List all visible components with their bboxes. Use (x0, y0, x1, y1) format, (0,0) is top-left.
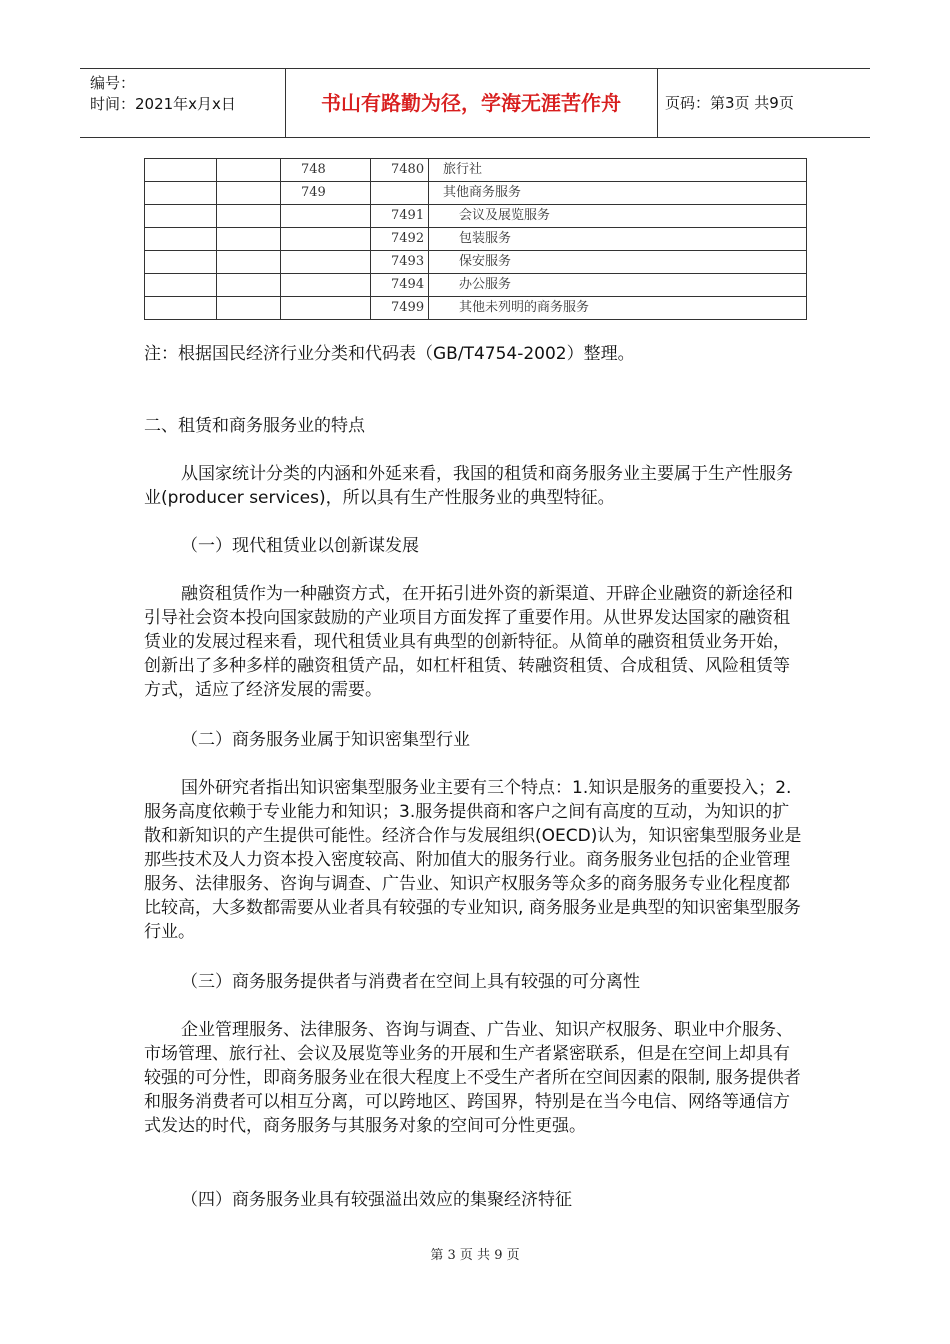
table-row (145, 274, 807, 297)
col-group-code (281, 297, 371, 320)
col-major-category (145, 251, 217, 274)
paragraph-1: 融资租赁作为一种融资方式，在开拓引进外资的新渠道、开辟企业融资的新途径和引导社会资本投向国家鼓励的产业项目方面发挥了重要作用。从世界发达国家的融资租赁业的发展过程来看，现代租赁业具有典型的创新特征。从简单的融资租赁业务开始，创新出了多种多样的融资租赁产品，如杠杆租赁、转融资租赁、合成租赁、风险租赁等方式，适应了经济发展的需要。 (144, 584, 793, 700)
industry-code-table (144, 158, 807, 320)
col-category (217, 228, 281, 251)
paragraph-2: 国外研究者指出知识密集型服务业主要有三个特点：1.知识是服务的重要投入；2.服务高度依赖于专业能力和知识；3.服务提供商和客户之间有高度的互动，为知识的扩散和新知识的产生提供可能性。经济合作与发展组织(OECD)认为，知识密集型服务业是那些技术及人力资本投入密度较高、附加值大的服务行业。商务服务业包括的企业管理服务、法律服务、咨询与调查、广告业、知识产权服务等众多的商务服务专业化程度都比较高，大多数都需要从业者具有较强的专业知识, 商务服务业是典型的知识密集型服务行业。 (144, 778, 802, 942)
col-class-code: 7491 (371, 205, 429, 228)
col-industry-name: 会议及展览服务 (429, 205, 807, 228)
table-row (145, 205, 807, 228)
col-category (217, 205, 281, 228)
col-industry-name: 其他未列明的商务服务 (429, 297, 807, 320)
industry-code-table-body (145, 159, 807, 320)
header-number-label: 编号： (90, 74, 136, 92)
col-class-code (371, 182, 429, 205)
header-time-label: 时间：2021年x月x日 (90, 95, 236, 113)
header-meta (90, 73, 236, 115)
table-row (145, 182, 807, 205)
header-page-info: 页码：第3页 共9页 (665, 94, 794, 112)
header-motto: 书山有路勤为径，学海无涯苦作舟 (321, 91, 621, 115)
col-group-code (281, 251, 371, 274)
col-industry-name: 其他商务服务 (429, 182, 807, 205)
col-industry-name: 保安服务 (429, 251, 807, 274)
section-2-title: 二、租赁和商务服务业的特点 (144, 416, 365, 436)
page-footer: 第 3 页 共 9 页 (430, 1248, 520, 1263)
col-category (217, 274, 281, 297)
table-row (145, 228, 807, 251)
col-major-category (145, 205, 217, 228)
header-divider-right (657, 69, 658, 137)
col-class-code: 7499 (371, 297, 429, 320)
table-row (145, 297, 807, 320)
col-major-category (145, 182, 217, 205)
col-major-category (145, 228, 217, 251)
col-category (217, 251, 281, 274)
subheading-4: （四）商务服务业具有较强溢出效应的集聚经济特征 (181, 1190, 572, 1210)
col-class-code: 7494 (371, 274, 429, 297)
subheading-2: （二）商务服务业属于知识密集型行业 (181, 730, 470, 750)
intro-paragraph: 从国家统计分类的内涵和外延来看，我国的租赁和商务服务业主要属于生产性服务业(producer services)，所以具有生产性服务业的典型特征。 (144, 464, 793, 508)
subheading-3: （三）商务服务提供者与消费者在空间上具有较强的可分离性 (181, 972, 640, 992)
col-category (217, 159, 281, 182)
col-group-code (281, 205, 371, 228)
col-group-code (281, 274, 371, 297)
subheading-1: （一）现代租赁业以创新谋发展 (181, 536, 419, 556)
col-major-category (145, 159, 217, 182)
col-category (217, 297, 281, 320)
table-row (145, 159, 807, 182)
col-industry-name: 办公服务 (429, 274, 807, 297)
col-class-code: 7493 (371, 251, 429, 274)
col-class-code: 7480 (371, 159, 429, 182)
page-header (80, 68, 870, 138)
col-industry-name: 旅行社 (429, 159, 807, 182)
col-category (217, 182, 281, 205)
col-group-code: 749 (281, 182, 371, 205)
paragraph-3: 企业管理服务、法律服务、咨询与调查、广告业、知识产权服务、职业中介服务、市场管理、旅行社、会议及展览等业务的开展和生产者紧密联系，但是在空间上却具有较强的可分性，即商务服务业在很大程度上不受生产者所在空间因素的限制, 服务提供者和服务消费者可以相互分离，可以跨地区、跨国界，特别是在当今电信、网络等通信方式发达的时代，商务服务与其服务对象的空间可分性更强。 (144, 1020, 801, 1136)
col-industry-name: 包装服务 (429, 228, 807, 251)
col-class-code: 7492 (371, 228, 429, 251)
table-note: 注：根据国民经济行业分类和代码表（GB/T4754-2002）整理。 (144, 344, 635, 364)
col-major-category (145, 297, 217, 320)
col-major-category (145, 274, 217, 297)
table-row (145, 251, 807, 274)
col-group-code (281, 228, 371, 251)
col-group-code: 748 (281, 159, 371, 182)
